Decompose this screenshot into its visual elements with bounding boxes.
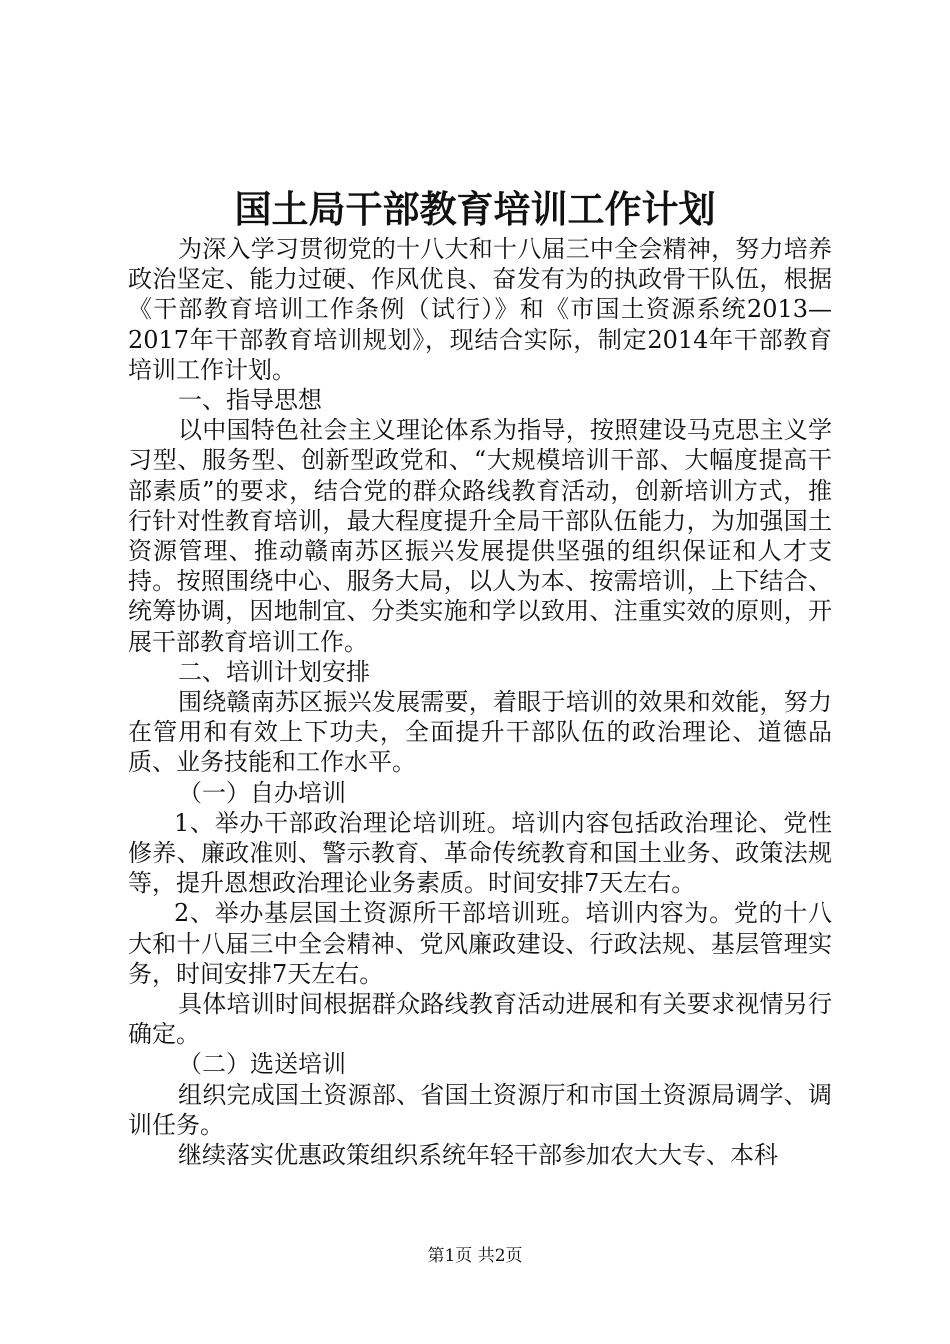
page-footer: 第1页 共2页: [427, 1246, 523, 1266]
section-heading-guiding-ideology: 一、指导思想: [178, 386, 322, 415]
guiding-ideology-paragraph: 以中国特色社会主义理论体系为指导，按照建设马克思主义学习型、服务型、创新型政党和、“大规模培训干部、大幅度提高干部素质”的要求，结合党的群众路线教育活动，创新培训方式，推行针对性教育培训，最大程度提升全局干部队伍能力，为加强国土资源管理、推动赣南苏区振兴发展提供坚强的组织保证和人才支持。按照围绕中心、服务大局，以人为本、按需培训，上下结合、统筹协调，因地制宜、分类实施和学以致用、注重实效的原则，开展干部教育培训工作。: [128, 416, 832, 656]
document-body: [128, 234, 832, 1170]
document-title: 国土局干部教育培训工作计划: [234, 187, 716, 231]
training-plan-paragraph: 围绕赣南苏区振兴发展需要，着眼于培训的效果和效能，努力在管用和有效上下功夫，全面提升干部队伍的政治理论、道德品质、业务技能和工作水平。: [128, 688, 832, 777]
subsection-heading-selected-training: （二）选送培训: [178, 1050, 346, 1079]
intro-paragraph: 为深入学习贯彻党的十八大和十八届三中全会精神，努力培养政治坚定、能力过硬、作风优良、奋发有为的执政骨干队伍，根据《干部教育培训工作条例（试行）》和《市国土资源系统2013—2017年干部教育培训规划》，现结合实际，制定2014年干部教育培训工作计划。: [128, 235, 832, 384]
subsection-heading-self-run-training: （一）自办培训: [178, 778, 346, 807]
preferential-policy-paragraph: 继续落实优惠政策组织系统年轻干部参加农大大专、本科: [178, 1141, 778, 1170]
selected-training-paragraph: 组织完成国土资源部、省国土资源厅和市国土资源局调学、调训任务。: [128, 1080, 832, 1139]
section-heading-training-plan: 二、培训计划安排: [178, 657, 370, 686]
schedule-note-paragraph: 具体培训时间根据群众路线教育活动进展和有关要求视情另行确定。: [128, 990, 832, 1049]
list-item-political-theory-class: 1、举办干部政治理论培训班。培训内容包括政治理论、党性修养、廉政准则、警示教育、革命传统教育和国土业务、政策法规等，提升恩想政治理论业务素质。时间安排7天左右。: [128, 808, 832, 898]
list-item-grassroots-class: 2、举办基层国土资源所干部培训班。培训内容为。党的十八大和十八届三中全会精神、党风廉政建设、行政法规、基层管理实务，时间安排7天左右。: [128, 899, 832, 988]
